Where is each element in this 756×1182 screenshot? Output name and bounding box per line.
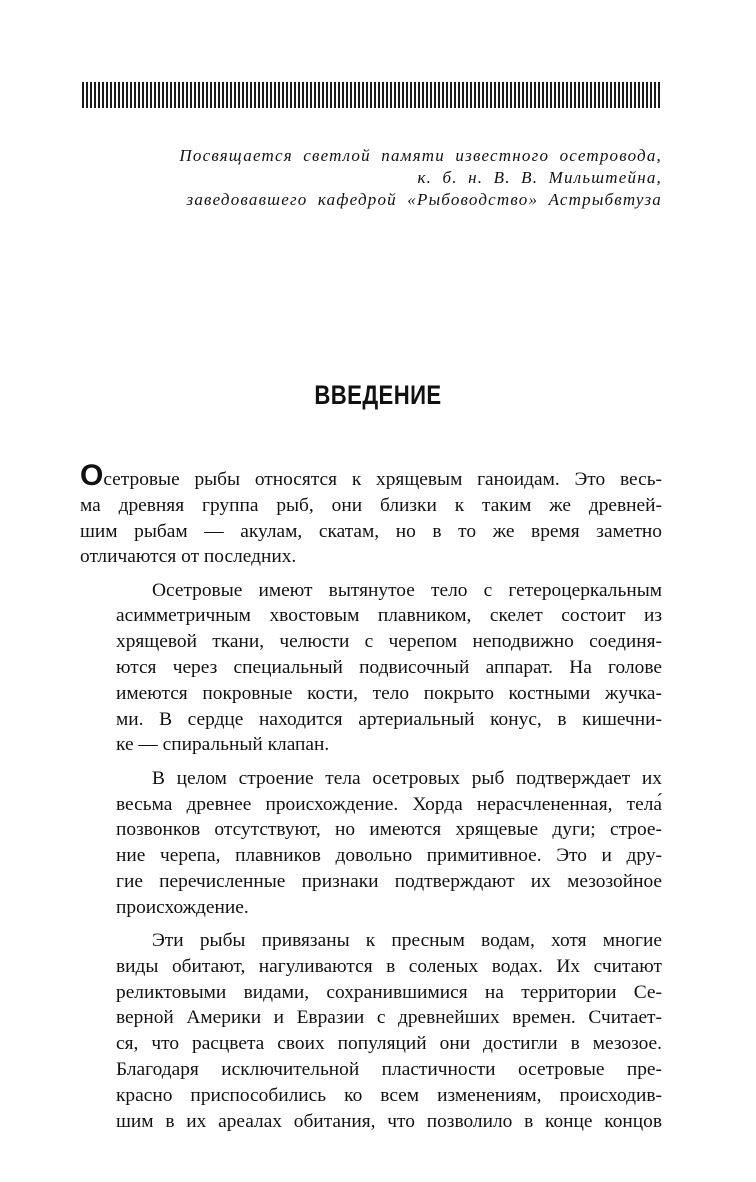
paragraph-1	[80, 459, 662, 570]
text-line: ние черепа, плавников довольно примитивное. Это и дру-	[116, 845, 662, 867]
text-line: хрящевой ткани, челюсти с черепом неподвижно соединя-	[116, 631, 662, 653]
text-line: верной Америки и Евразии с древнейших времен. Считает-	[116, 1007, 662, 1029]
drop-cap: О	[80, 459, 104, 492]
dedication	[102, 145, 662, 211]
text-line: позвонков отсутствуют, но имеются хрящевые дуги; строе-	[116, 819, 662, 841]
text-line: гие перечисленные признаки подтверждают их мезозойное	[116, 870, 662, 892]
text-line: Благодаря исключительной пластичности осетровые пре-	[116, 1059, 662, 1081]
text-line: асимметричным хвостовым плавником, скелет состоит из	[116, 605, 662, 627]
text-line: шим в их ареалах обитания, что позволило в конце концов	[116, 1110, 662, 1132]
dedication-line: Посвящается светлой памяти известного осетровода,	[179, 146, 662, 165]
text-line: ся, что расцвета своих популяций они достигли в мезозое.	[116, 1033, 662, 1055]
text-line: ке — спиральный клапан.	[116, 734, 330, 756]
paragraph-3	[80, 766, 662, 921]
chapter-title: ВВЕДЕНИЕ	[314, 380, 442, 410]
text-line: отличаются от последних.	[80, 546, 297, 568]
text-line: Эти рыбы привязаны к пресным водам, хотя многие	[152, 930, 662, 952]
text-line: В целом строение тела осетровых рыб подтверждает их	[152, 767, 662, 789]
text-line: ма древняя группа рыб, они близки к таким же древней-	[80, 494, 662, 516]
text-line	[80, 459, 662, 493]
decorative-header-rule	[82, 82, 662, 108]
dedication-line: заведовавшего кафедрой «Рыбоводство» Астрыбвтуза	[186, 190, 662, 209]
text-line: виды обитают, нагуливаются в соленых водах. Их считают	[116, 955, 662, 977]
dedication-line: к. б. н. В. В. Мильштейна,	[417, 168, 662, 187]
text-line: шим рыбам — акулам, скатам, но в то же время заметно	[80, 520, 662, 542]
text-line: красно приспособились ко всем изменениям, происходив-	[116, 1084, 662, 1106]
text-line-rest: сетровые рыбы относятся к хрящевым ганоидам. Это весь-	[103, 469, 662, 490]
text-line: реликтовыми видами, сохранившимися на территории Се-	[116, 981, 662, 1003]
body-text	[80, 459, 662, 1142]
paragraph-4	[80, 928, 662, 1134]
text-line: происхождение.	[116, 896, 249, 918]
text-line: ются через специальный подвисочный аппарат. На голове	[116, 657, 662, 679]
paragraph-2	[80, 578, 662, 759]
text-line: весьма древнее происхождение. Хорда нерасчлененная, тела́	[116, 793, 662, 815]
text-line: имеются покровные кости, тело покрыто костными жучка-	[116, 682, 662, 704]
text-line: Осетровые имеют вытянутое тело с гетероцеркальным	[152, 579, 662, 601]
text-line: ми. В сердце находится артериальный конус, в кишечни-	[116, 708, 662, 730]
